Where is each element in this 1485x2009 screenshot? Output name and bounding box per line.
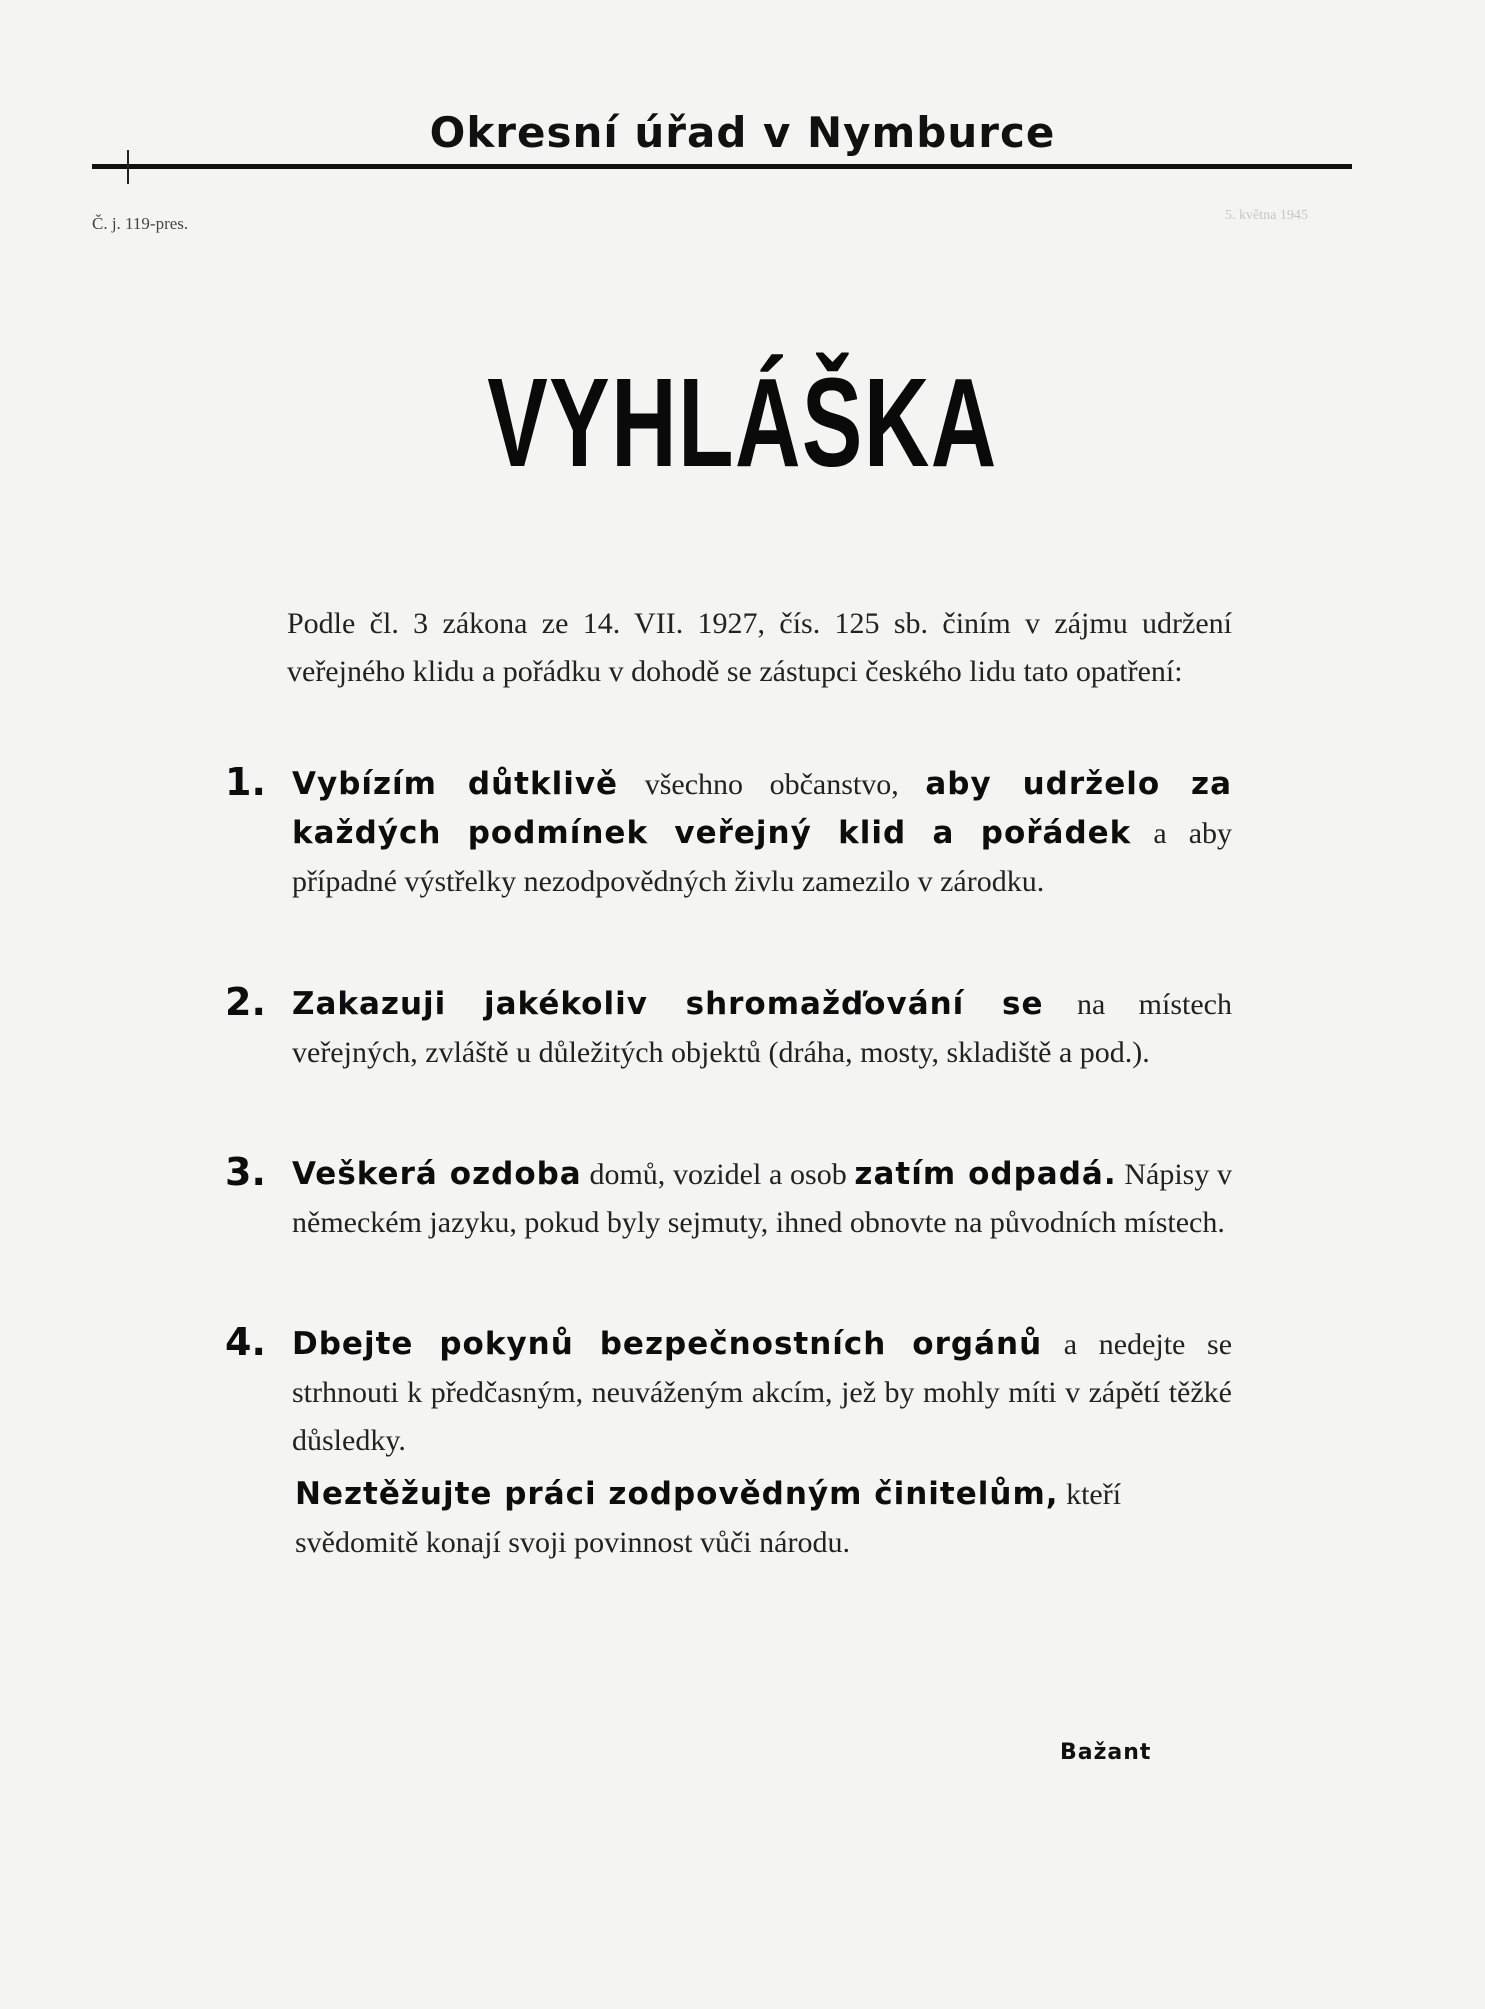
- faint-date: 5. května 1945: [1225, 208, 1308, 223]
- item-text: [292, 1150, 1232, 1247]
- item-text: [292, 980, 1232, 1077]
- closing-bold-text: Neztěžujte práci zodpovědným činitelům,: [295, 1476, 1059, 1512]
- item-plain-text: všechno občanstvo,: [644, 768, 899, 801]
- closing-plain-text: kteří svědomitě konají svoji povinnost vůči národu.: [295, 1478, 1122, 1559]
- rule-tick-mark: [127, 150, 129, 184]
- notice-title: VYHLÁŠKA: [487, 352, 998, 493]
- item-plain-text: domů, vozidel a osob: [589, 1158, 847, 1191]
- closing-paragraph: [295, 1470, 1240, 1567]
- signature: Bažant: [1060, 1740, 1152, 1765]
- header-rule: [92, 164, 1352, 169]
- item-text: [292, 760, 1232, 906]
- item-bold-text: Dbejte pokynů bezpečnostních orgánů: [292, 1326, 1043, 1362]
- item-plain-text: a nedejte se strhnouti k předčasným, neuváženým akcím, jež by mohly míti v zápětí těžké důsledky.: [292, 1328, 1233, 1457]
- item-bold-text: Veškerá ozdoba: [292, 1156, 582, 1192]
- item-text: [292, 1320, 1232, 1465]
- item-number: 1.: [225, 760, 266, 804]
- item-bold-text: Zakazuji jakékoliv shromažďování se: [292, 986, 1044, 1022]
- item-number: 4.: [225, 1320, 266, 1364]
- item-plain-text: a aby případné výstřelky nezodpovědných živlu zamezilo v zárodku.: [292, 817, 1233, 898]
- item-bold-text: aby udrželo za každých podmínek veřejný klid a pořádek: [292, 766, 1233, 851]
- reference-number: Č. j. 119-pres.: [92, 214, 189, 233]
- item-plain-text: na místech veřejných, zvláště u důležitých objektů (dráha, mosty, skladiště a pod.).: [292, 988, 1232, 1069]
- item-number: 3.: [225, 1150, 266, 1194]
- item-bold-text: zatím odpadá.: [854, 1156, 1117, 1192]
- item-bold-text: Vybízím důtklivě: [292, 766, 619, 802]
- item-number: 2.: [225, 980, 266, 1024]
- intro-paragraph: Podle čl. 3 zákona ze 14. VII. 1927, čís. 125 sb. činím v zájmu udržení veřejného klidu a pořádku v dohodě se zástupci českého lidu tato opatření:: [287, 607, 1232, 688]
- office-header: Okresní úřad v Nymburce: [429, 108, 1056, 157]
- item-plain-text: Nápisy v německém jazyku, pokud byly sejmuty, ihned obnovte na původních místech.: [292, 1158, 1233, 1239]
